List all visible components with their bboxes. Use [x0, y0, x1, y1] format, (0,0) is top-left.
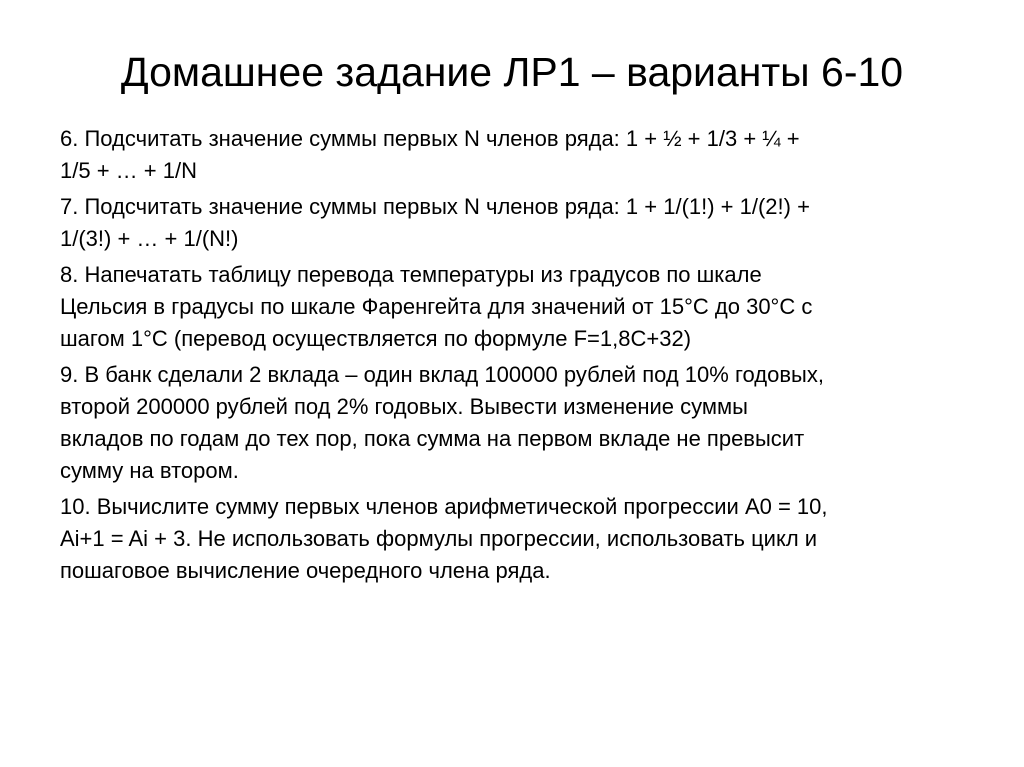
task-text-line: 6. Подсчитать значение суммы первых N членов ряда: 1 + ½ + 1/3 + ¼ + — [60, 126, 800, 151]
task-item-10 — [60, 491, 960, 587]
task-text-line: 8. Напечатать таблицу перевода температуры из градусов по шкале — [60, 262, 762, 287]
task-item-6 — [60, 123, 960, 187]
task-text-line: 10. Вычислите сумму первых членов арифметической прогрессии A0 = 10, — [60, 494, 828, 519]
task-text-line: 1/(3!) + … + 1/(N!) — [60, 226, 239, 251]
task-text-line: 1/5 + … + 1/N — [60, 158, 197, 183]
task-item-8 — [60, 259, 960, 355]
task-text-line: 9. В банк сделали 2 вклада – один вклад 100000 рублей под 10% годовых, — [60, 362, 824, 387]
task-item-7 — [60, 191, 960, 255]
task-text-line: пошаговое вычисление очередного члена ряда. — [60, 558, 551, 583]
task-text-line: шагом 1°С (перевод осуществляется по формуле F=1,8C+32) — [60, 326, 692, 351]
task-text-line: сумму на втором. — [60, 458, 239, 483]
slide-title: Домашнее задание ЛР1 – варианты 6-10 — [120, 49, 904, 95]
task-text-line: вкладов по годам до тех пор, пока сумма на первом вкладе не превысит — [60, 426, 805, 451]
task-item-9 — [60, 359, 960, 487]
task-list — [60, 123, 960, 591]
task-text-line: Цельсия в градусы по шкале Фаренгейта для значений от 15°С до 30°С с — [60, 294, 813, 319]
task-text-line: 7. Подсчитать значение суммы первых N членов ряда: 1 + 1/(1!) + 1/(2!) + — [60, 194, 810, 219]
task-text-line: Ai+1 = Ai + 3. Не использовать формулы прогрессии, использовать цикл и — [60, 526, 818, 551]
task-text-line: второй 200000 рублей под 2% годовых. Вывести изменение суммы — [60, 394, 748, 419]
